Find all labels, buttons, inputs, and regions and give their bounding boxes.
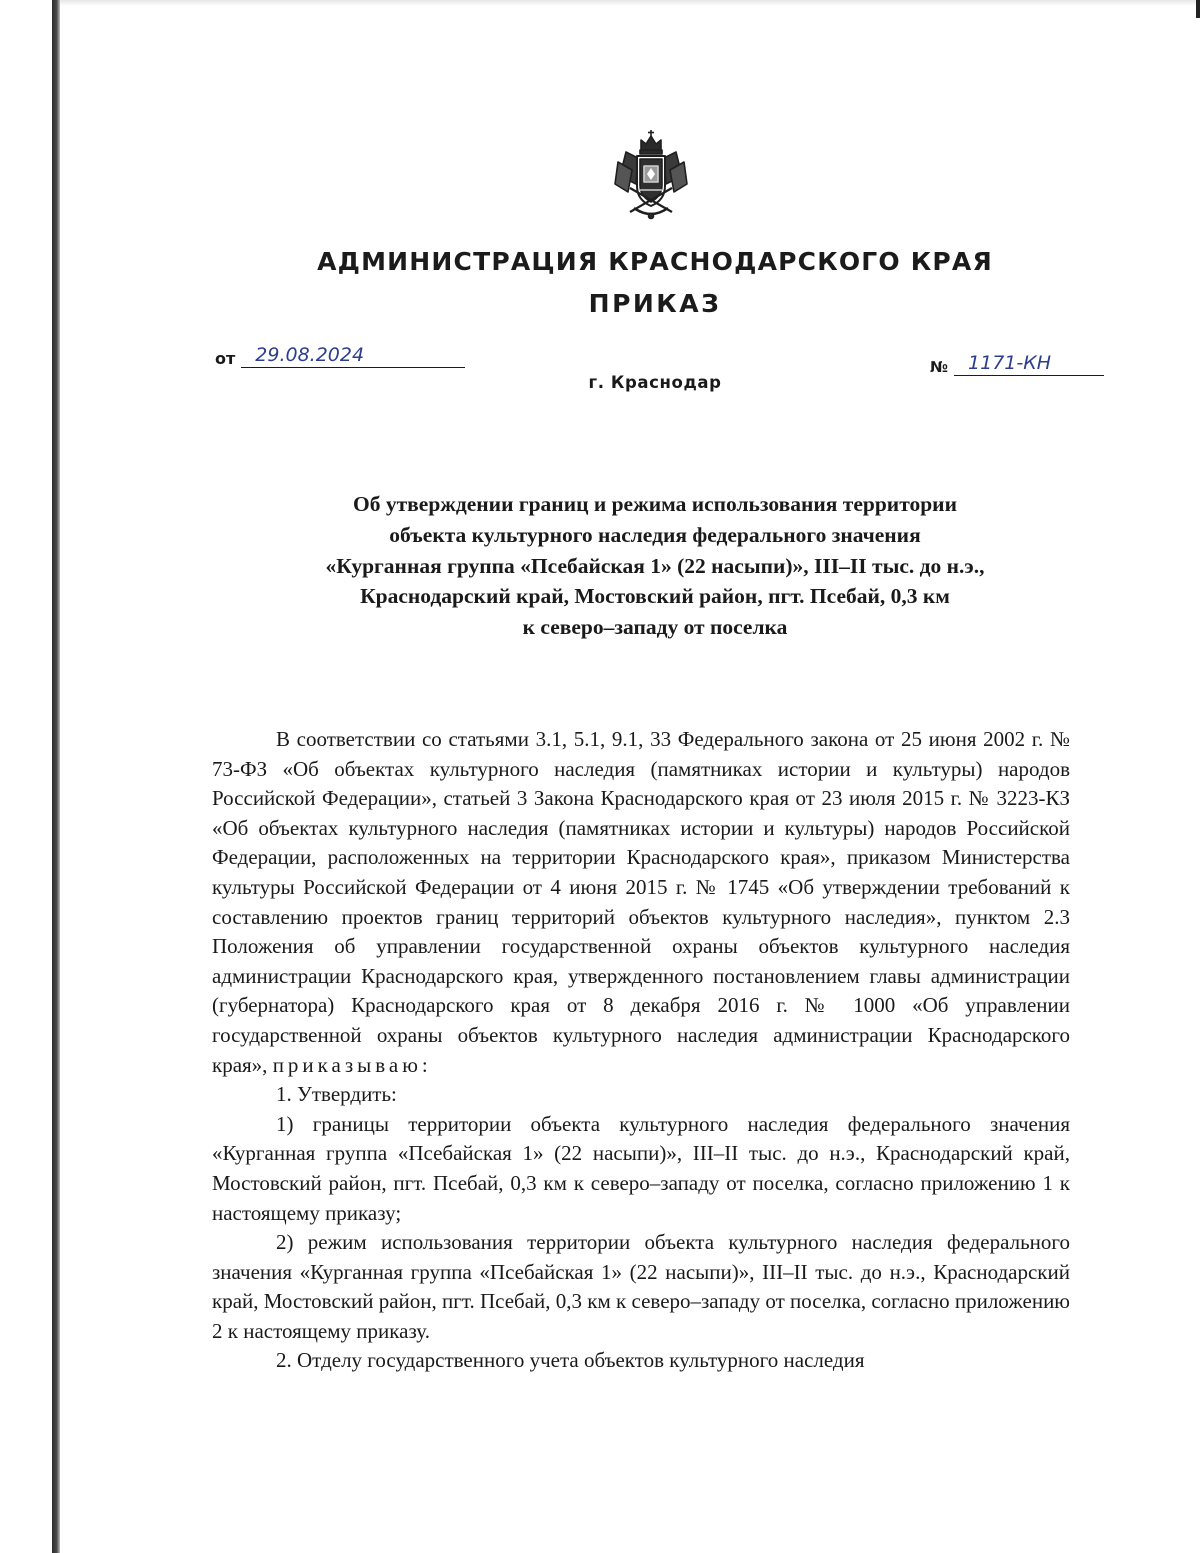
krasnodar-coat-of-arms-icon: [612, 128, 690, 222]
document-body: [212, 725, 1070, 1376]
item-1-2: 2) режим использования территории объекта культурного наследия федерального значения «Курганная группа «Псебайская 1» (22 насыпи)», III–II тыс. до н.э., Краснодарский край, Мостовский район, пгт. Псебай, 0,3 км к северо–западу от поселка, согласно приложению 2 к настоящему приказу.: [212, 1230, 1070, 1343]
title-line: к северо–западу от поселка: [522, 615, 788, 640]
document-type: ПРИКАЗ: [588, 289, 722, 318]
title-line: объекта культурного наследия федерального значения: [389, 522, 921, 547]
intro-paragraph: [212, 725, 1070, 1080]
document-date: [215, 344, 465, 368]
scan-left-edge: [52, 0, 60, 1553]
order-word: приказываю:: [272, 1052, 432, 1077]
number-prefix: №: [930, 358, 949, 376]
scan-right-edge: [1196, 0, 1200, 18]
date-value: 29.08.2024: [241, 344, 465, 368]
date-prefix: от: [215, 349, 236, 368]
intro-text: В соответствии со статьями 3.1, 5.1, 9.1, 33 Федерального закона от 25 июня 2002 г. № 73-ФЗ «Об объектах культурного наследия (памятниках истории и культуры) народов Российской Федерации», статьей 3 Закона Краснодарского края от 23 июля 2015 г. № 3223-КЗ «Об объектах культурного наследия (памятниках истории и культуры) народов Российской Федерации, расположенных на территории Краснодарского края», приказом Министерства культуры Российской Федерации от 4 июня 2015 г. № 1745 «Об утверждении требований к составлению проектов границ территорий объектов культурного наследия», пунктом 2.3 Положения об управлении государственной охраны объектов культурного наследия администрации Краснодарского края, утвержденного постановлением главы администрации (губернатора) Краснодарского края от 8 декабря 2016 г. № 1000 «Об управлении государственной охраны объектов культурного наследия администрации Краснодарского края»,: [212, 727, 1070, 1077]
city: г. Краснодар: [588, 373, 722, 392]
organization-name: АДМИНИСТРАЦИЯ КРАСНОДАРСКОГО КРАЯ: [317, 247, 993, 276]
title-line: Об утверждении границ и режима использования территории: [353, 492, 957, 516]
item-1: 1. Утвердить:: [276, 1082, 397, 1107]
number-value: 1171-КН: [954, 352, 1104, 376]
document-title: [230, 489, 1080, 643]
scan-top-edge: [60, 0, 1200, 6]
item-2: 2. Отделу государственного учета объектов культурного наследия: [276, 1348, 865, 1373]
item-1-1: 1) границы территории объекта культурного наследия федерального значения «Курганная группа «Псебайская 1» (22 насыпи)», III–II тыс. до н.э., Краснодарский край, Мостовский район, пгт. Псебай, 0,3 км к северо–западу от поселка, согласно приложению 1 к настоящему приказу;: [212, 1111, 1070, 1225]
title-line: «Курганная группа «Псебайская 1» (22 насыпи)», III–II тыс. до н.э.,: [325, 553, 985, 578]
title-line: Краснодарский край, Мостовский район, пгт. Псебай, 0,3 км: [360, 584, 950, 609]
